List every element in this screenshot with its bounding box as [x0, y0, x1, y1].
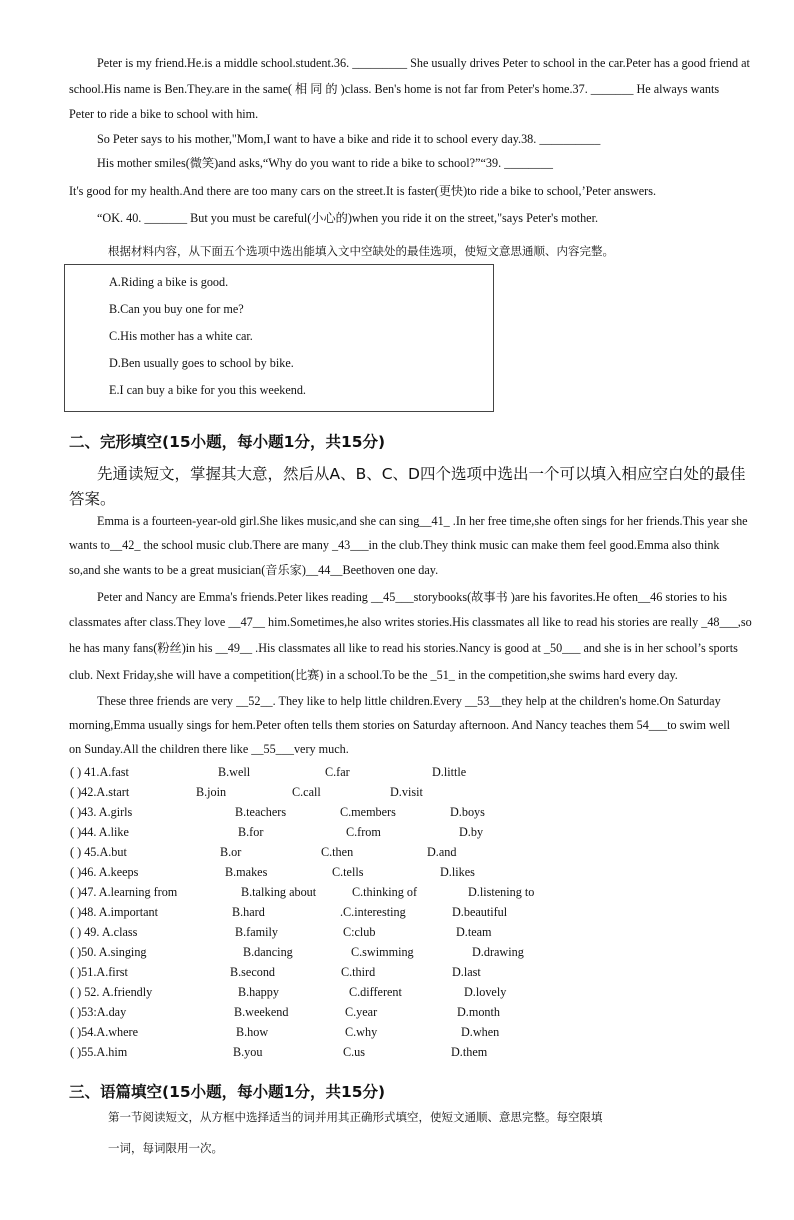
- option-d: D.Ben usually goes to school by bike.: [109, 356, 294, 370]
- section-2-instruction: 先通读短文，掌握其大意，然后从A、B、C、D四个选项中选出一个可以填入相应空白处的最佳: [97, 465, 746, 483]
- passage-1-line: So Peter says to his mother,"Mom,I want to have a bike and ride it to school every day.38. __________: [97, 132, 601, 146]
- option-e: E.I can buy a bike for you this weekend.: [109, 383, 306, 397]
- cloze-line: he has many fans(粉丝)in his __49__ .His classmates all like to read his stories.Nancy is good at _50___ and she is in her school’s sports: [69, 641, 738, 655]
- section-2-instruction: 答案。: [69, 490, 116, 508]
- cloze-line: Emma is a fourteen-year-old girl.She likes music,and she can sing__41_ .In her free time,she often sings for her friends.This year she: [97, 514, 748, 528]
- cloze-line: club. Next Friday,she will have a competition(比赛) in a school.To be the _51_ in the competition,she swims hard every day.: [69, 668, 678, 682]
- cloze-line: morning,Emma usually sings for hem.Peter often tells them stories on Saturday afternoon. And Nancy teaches them 54___to swim well: [69, 718, 731, 732]
- passage-1-line: Peter to ride a bike to school with him.: [69, 107, 259, 121]
- section-2-title: 二、完形填空(15小题，每小题1分，共15分): [69, 433, 386, 451]
- section-3-instruction: 第一节阅读短文，从方框中选择适当的词并用其正确形式填空，使短文通顺、意思完整。每空限填: [108, 1110, 603, 1124]
- passage-1-line: His mother smiles(微笑)and asks,“Why do you want to ride a bike to school?”“39. ________: [97, 156, 553, 170]
- passage-1-line: Peter is my friend.He.is a middle school.student.36. _________ She usually drives Peter to school in the car.Peter has a good friend at: [97, 56, 750, 70]
- cloze-line: wants to__42_ the school music club.There are many _43___in the club.They think music can make them feel good.Emma also think: [69, 538, 720, 552]
- cloze-line: on Sunday.All the children there like __55___very much.: [69, 742, 349, 756]
- cloze-line: classmates after class.They love __47__ him.Sometimes,he also writes stories.His classmates all like to read his stories are really _48___,so: [69, 615, 752, 629]
- passage-1-instruction: 根据材料内容，从下面五个选项中选出能填入文中空缺处的最佳选项，使短文意思通顺、内容完整。: [108, 244, 614, 258]
- passage-1-line: It's good for my health.And there are too many cars on the street.It is faster(更快)to ride a bike to school,’Peter answers.: [69, 184, 657, 198]
- options-box: [64, 264, 494, 412]
- option-a: A.Riding a bike is good.: [109, 275, 229, 289]
- cloze-line: Peter and Nancy are Emma's friends.Peter likes reading __45___storybooks(故事书 )are his favorites.He often__46 stories to his: [97, 590, 728, 604]
- section-3-title: 三、语篇填空(15小题，每小题1分，共15分): [69, 1083, 386, 1101]
- passage-1-line: school.His name is Ben.They.are in the same( 相 同 的 )class. Ben's home is not far from Peter's home.37. _______ He always wants: [69, 82, 720, 96]
- section-3-instruction: 一词，每词限用一次。: [108, 1141, 223, 1155]
- option-b: B.Can you buy one for me?: [109, 302, 244, 316]
- passage-1-line: “OK. 40. _______ But you must be careful(小心的)when you ride it on the street,"says Peter's mother.: [97, 211, 599, 225]
- cloze-line: so,and she wants to be a great musician(音乐家)__44__Beethoven one day.: [69, 563, 439, 577]
- option-c: C.His mother has a white car.: [109, 329, 253, 343]
- cloze-line: These three friends are very __52__. They like to help little children.Every __53__they help at the children's home.On Saturday: [97, 694, 721, 708]
